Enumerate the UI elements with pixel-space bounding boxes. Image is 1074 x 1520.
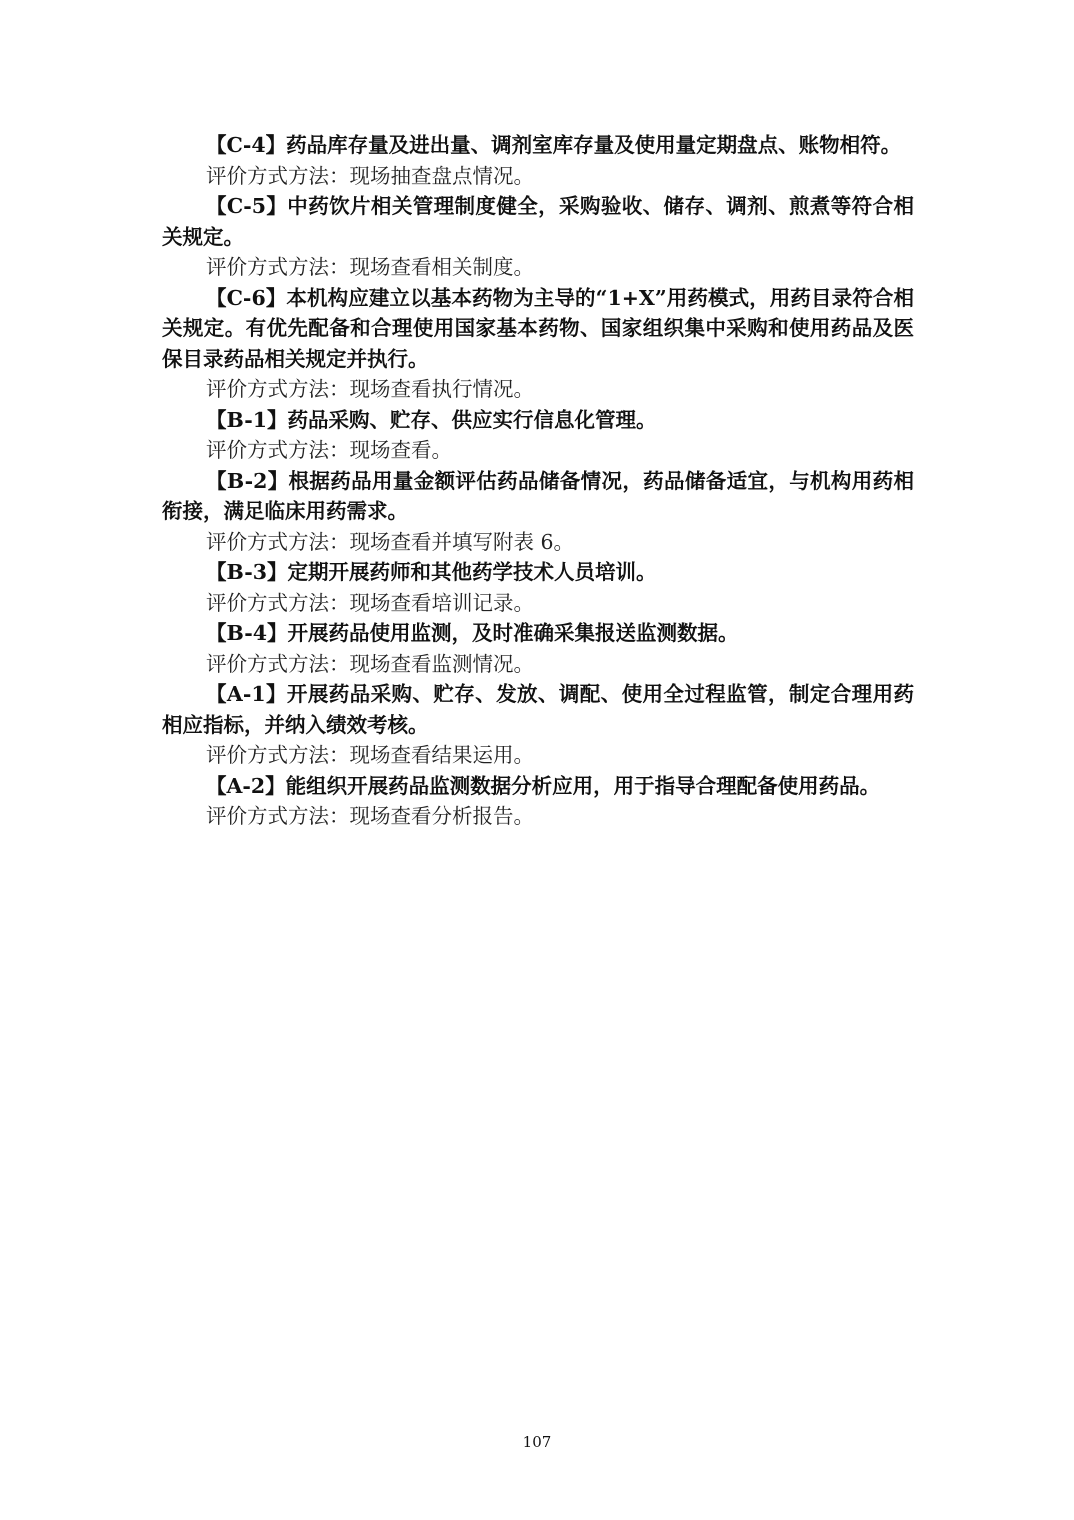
page-number: 107	[522, 1433, 552, 1451]
criterion-b1: 【B-1】药品采购、贮存、供应实行信息化管理。	[206, 407, 657, 432]
evaluation-method-a1: 评价方式方法：现场查看结果运用。	[206, 743, 534, 767]
evaluation-method-b3: 评价方式方法：现场查看培训记录。	[206, 590, 534, 615]
criterion-a1: 【A-1】开展药品采购、贮存、发放、调配、使用全过程监管，制定合理用药相应指标，并纳入绩效考核。	[162, 682, 914, 737]
evaluation-method-c6: 评价方式方法：现场查看执行情况。	[206, 377, 534, 401]
criterion-b2: 【B-2】根据药品用量金额评估药品储备情况，药品储备适宜，与机构用药相衔接，满足临床用药需求。	[162, 468, 914, 523]
page-body	[162, 130, 914, 832]
criterion-c5: 【C-5】中药饮片相关管理制度健全，采购验收、储存、调剂、煎煮等符合相关规定。	[162, 194, 914, 249]
evaluation-method-b4: 评价方式方法：现场查看监测情况。	[206, 651, 534, 676]
criterion-b4: 【B-4】开展药品使用监测，及时准确采集报送监测数据。	[206, 621, 739, 645]
criterion-a2: 【A-2】能组织开展药品监测数据分析应用，用于指导合理配备使用药品。	[206, 773, 881, 798]
evaluation-method-c4: 评价方式方法：现场抽查盘点情况。	[206, 163, 534, 188]
evaluation-method-b1: 评价方式方法：现场查看。	[206, 438, 452, 462]
criterion-b3: 【B-3】定期开展药师和其他药学技术人员培训。	[206, 560, 657, 584]
evaluation-method-b2: 评价方式方法：现场查看并填写附表 6。	[206, 529, 575, 554]
evaluation-method-a2: 评价方式方法：现场查看分析报告。	[206, 804, 534, 828]
criterion-c6: 【C-6】本机构应建立以基本药物为主导的“1+X”用药模式，用药目录符合相关规定。有优先配备和合理使用国家基本药物、国家组织集中采购和使用药品及医保目录药品相关规定并执行。	[162, 285, 914, 371]
evaluation-method-c5: 评价方式方法：现场查看相关制度。	[206, 255, 534, 279]
criterion-c4: 【C-4】药品库存量及进出量、调剂室库存量及使用量定期盘点、账物相符。	[206, 133, 902, 157]
